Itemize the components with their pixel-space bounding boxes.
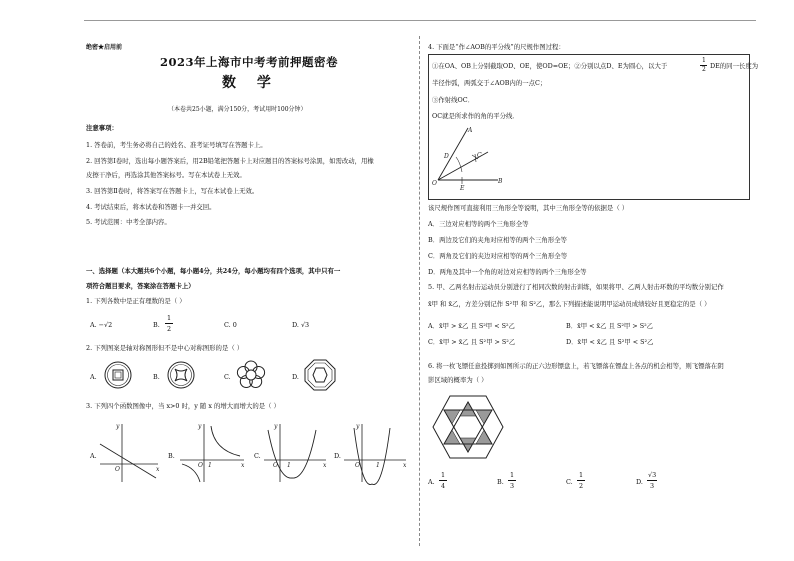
q1-option-a: A. −√2 (90, 321, 113, 329)
q4-step1-tail: DE的同一长度为 (710, 62, 759, 70)
q6-d-denominator: 3 (650, 482, 655, 490)
note-1: 1. 答卷前，考生务必将自己的姓名、准考证号填写在答题卡上。 (86, 141, 267, 149)
point-b-label: B (498, 178, 503, 185)
q6-option-a: A. (428, 478, 435, 486)
q5-option-b: B．x̄甲 < x̄乙 且 S²甲 > S²乙 (566, 322, 654, 330)
q1-b-denominator: 2 (167, 325, 172, 333)
q4-step3: OC就是所求作的角的平分线． (432, 112, 519, 120)
q5-stem2: x̄甲 和 x̄乙，方差分别记作 S²甲 和 S²乙，那么下列描述能说明甲运动员成绩较好且更稳定的是（ ） (428, 300, 711, 308)
q5-option-d: D．x̄甲 < x̄乙 且 S²甲 < S²乙 (566, 338, 654, 346)
note-2b: 皮擦干净后，再选涂其他答案标号。写在本试卷上无效。 (86, 171, 246, 179)
coin-curved-square-figure (166, 360, 196, 390)
point-a-label: A (468, 127, 473, 134)
q3d-origin-label: O (355, 462, 360, 469)
octagon-figure (304, 359, 336, 391)
exam-info: （本卷共25小题，满分150分，考试用时100分钟） (168, 106, 307, 113)
q2-stem: 2. 下列图案是轴对称图形但不是中心对称图形的是（ ） (86, 344, 244, 352)
q6-a-numerator: 1 (441, 471, 446, 479)
q4-stem: 4. 下面是“作∠AOB的平分线”的尺规作图过程： (428, 43, 565, 51)
column-divider (419, 36, 420, 546)
q5-option-c: C．x̄甲 > x̄乙 且 S²甲 > S²乙 (428, 338, 516, 346)
q4-step2: ③作射线OC． (432, 96, 475, 104)
exam-title: 2023年上海市中考考前押题密卷 (160, 55, 339, 69)
q3c-one-label: 1 (287, 462, 291, 469)
q3-stem: 3. 下列四个函数图像中，当 x>0 时，y 随 x 的增大而增大的是（ ） (86, 402, 280, 410)
q6-c-fraction-bar (577, 480, 585, 481)
q3b-one-label: 1 (208, 462, 212, 469)
subject-title: 数 学 (222, 75, 279, 91)
q3-option-b: B. (168, 452, 175, 460)
coin-square-hole-figure (103, 360, 133, 390)
q6-a-denominator: 4 (441, 482, 446, 490)
note-5: 5. 考试范围：中考全部内容。 (86, 218, 171, 226)
note-4: 4. 考试结束后，将本试卷和答题卡一并交回。 (86, 203, 216, 211)
q6-option-b: B. (497, 478, 504, 486)
q5-option-a: A．x̄甲 > x̄乙 且 S²甲 < S²乙 (428, 322, 515, 330)
q6-b-numerator: 1 (510, 471, 515, 479)
q1-stem: 1. 下列各数中是正有理数的是（ ） (86, 297, 186, 305)
q3c-x-label: x (323, 462, 327, 469)
q3d-y-label: y (356, 423, 360, 430)
q3c-origin-label: O (273, 462, 278, 469)
q6-c-numerator: 1 (579, 471, 584, 479)
q4-step1: ①在OA、OB上分别截取OD、OE，使OD=OE；②分别以点D、E为圆心，以大于 (432, 62, 668, 70)
q3-graph-a (98, 420, 160, 484)
q4-step1-numerator: 1 (702, 57, 706, 64)
section1-line2: 项符合题目要求，答案涂在答题卡上） (86, 282, 195, 290)
angle-bisector-figure (432, 124, 522, 194)
q4-step1-denominator: 2 (702, 66, 706, 73)
q6-stem2: 影区域的概率为（ ） (428, 376, 488, 384)
q3-graph-d (342, 420, 408, 486)
note-2: 2. 回答第Ⅰ卷时，选出每小题答案后，用2B铅笔把答题卡上对应题目的答案标号涂黑，如需改动，用橡 (86, 157, 374, 165)
q3b-y-label: y (198, 423, 202, 430)
flower-figure (236, 360, 266, 390)
q4-option-d: D．两角及其中一个角的对边对应相等的两个三角形全等 (428, 268, 587, 276)
top-rule (84, 20, 756, 21)
q3-option-d: D. (334, 452, 341, 460)
q2-option-c: C. (224, 373, 231, 381)
q6-a-fraction-bar (439, 480, 447, 481)
q1-option-b: B. (153, 321, 160, 329)
q3a-x-label: x (156, 466, 160, 473)
point-o-label: O (432, 180, 437, 187)
section1-line1: 一、选择题（本大题共6个小题，每小题4分，共24分，每小题均有四个选项，其中只有一 (86, 267, 341, 275)
q3-option-a: A. (90, 452, 97, 460)
q6-b-denominator: 3 (510, 482, 515, 490)
q4-step1b: 半径作弧，两弧交于∠AOB内的一点C； (432, 79, 547, 87)
note-3: 3. 回答第Ⅱ卷时，将答案写在答题卡上，写在本试卷上无效。 (86, 187, 259, 195)
q6-option-d: D. (636, 478, 643, 486)
q6-stem: 6. 将一枚飞镖任意投掷到如图所示的正六边形镖盘上，若飞镖落在镖盘上各点的机会相等，则飞镖落在阴 (428, 362, 724, 370)
q3c-y-label: y (274, 423, 278, 430)
secret-label: 绝密★启用前 (86, 44, 123, 51)
q3-graph-b (178, 420, 246, 484)
q3d-x-label: x (403, 462, 407, 469)
q2-option-a: A. (90, 373, 97, 381)
q3a-origin-label: O (115, 466, 120, 473)
q6-d-fraction-bar (647, 480, 657, 481)
q2-option-b: B. (153, 373, 160, 381)
q4-option-a: A．三边对应相等的两个三角形全等 (428, 220, 529, 228)
q3a-y-label: y (116, 423, 120, 430)
q2-option-d: D. (292, 373, 299, 381)
q4-question: 该尺规作图可直接利用三角形全等说明，其中三角形全等的依据是（ ） (428, 204, 629, 212)
point-c-label: C (477, 152, 482, 159)
q3-graph-c (262, 420, 328, 484)
q3-option-c: C. (254, 452, 261, 460)
q6-option-c: C. (566, 478, 573, 486)
q6-b-fraction-bar (508, 480, 516, 481)
q6-c-denominator: 2 (579, 482, 584, 490)
q3b-origin-label: O (198, 462, 203, 469)
q5-stem: 5. 甲、乙两名射击运动员分别进行了相同次数的射击训练，如果将甲、乙两人射击环数的平均数分别记作 (428, 283, 724, 291)
point-d-label: D (444, 153, 449, 160)
notes-heading: 注意事项： (86, 124, 118, 132)
q4-option-c: C．两角及它们的夹边对应相等的两个三角形全等 (428, 252, 568, 260)
q4-option-b: B．两边及它们的夹角对应相等的两个三角形全等 (428, 236, 567, 244)
hexagon-dartboard-figure (432, 392, 504, 464)
q1-b-numerator: 1 (167, 314, 172, 322)
point-e-label: E (460, 185, 465, 192)
q3b-x-label: x (241, 462, 245, 469)
q6-d-numerator: √3 (648, 471, 657, 479)
q3d-one-label: 1 (376, 462, 380, 469)
q1-option-d: D. √3 (292, 321, 310, 329)
q1-option-c: C. 0 (224, 321, 237, 329)
q1-b-fraction-bar (165, 323, 173, 324)
